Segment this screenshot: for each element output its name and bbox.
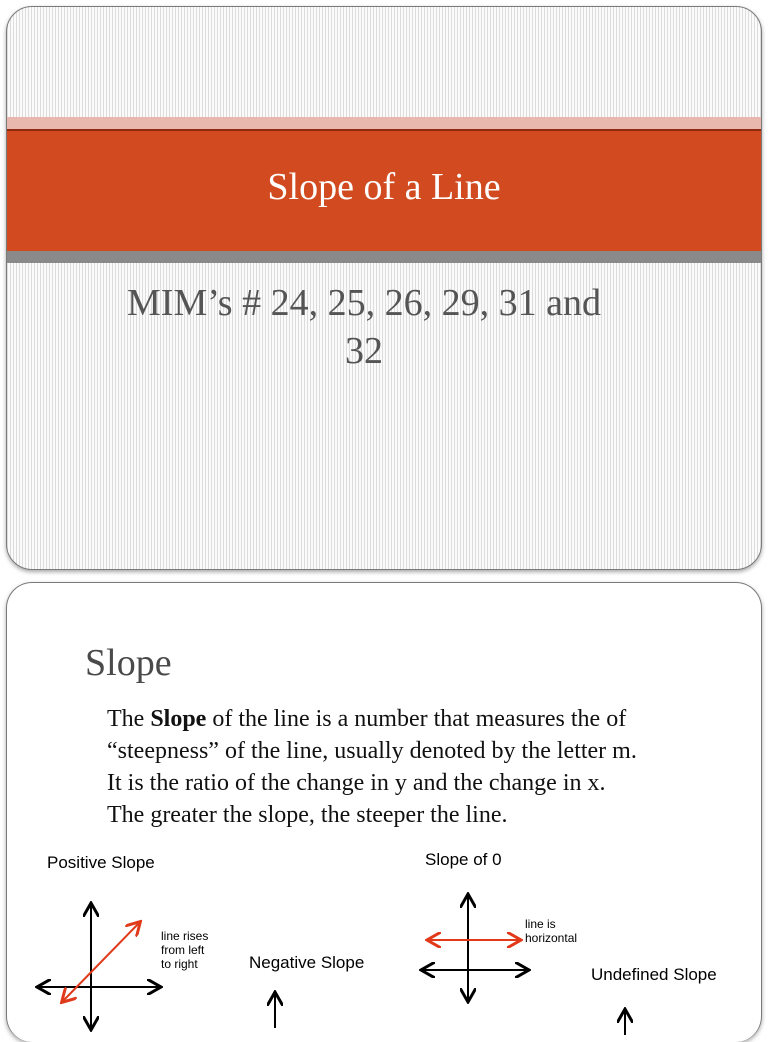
positive-slope-diagram	[31, 893, 171, 1033]
positive-slope-label: Positive Slope	[47, 853, 155, 872]
body-line-1-prefix: The	[107, 706, 151, 732]
rising-line	[63, 923, 139, 1001]
content-slide	[6, 582, 762, 1042]
slide-title: Slope of a Line	[267, 166, 501, 208]
body-line-1	[107, 703, 747, 735]
body-bold-term: Slope	[150, 706, 207, 732]
positive-note-line-1: line rises	[161, 929, 209, 943]
subtitle-line-1: MIM’s # 24, 25, 26, 29, 31 and	[127, 282, 601, 324]
slide-body-text	[107, 703, 747, 831]
zero-note-line-1: line is	[525, 917, 556, 931]
zero-note-line-2: horizontal	[525, 931, 578, 945]
undefined-slope-diagram	[615, 1005, 635, 1035]
body-line-3: It is the ratio of the change in y and the change in x.	[107, 770, 606, 796]
positive-slope-note	[161, 929, 208, 971]
undefined-slope-label: Undefined Slope	[591, 965, 717, 984]
slide-heading: Slope	[85, 642, 172, 684]
title-band	[7, 129, 761, 251]
slide-subtitle	[7, 279, 761, 375]
title-slide	[6, 6, 762, 570]
positive-note-line-3: to right	[161, 957, 198, 971]
negative-slope-diagram	[265, 988, 285, 1028]
zero-slope-label: Slope of 0	[425, 850, 502, 869]
negative-slope-label: Negative Slope	[249, 953, 365, 972]
body-line-4: The greater the slope, the steeper the line.	[107, 802, 508, 828]
accent-band-bottom	[7, 251, 761, 263]
positive-note-line-2: from left	[161, 943, 205, 957]
zero-slope-note	[525, 917, 577, 945]
body-line-2: “steepness” of the line, usually denoted by the letter m.	[107, 738, 637, 764]
zero-slope-diagram	[415, 888, 535, 1006]
accent-band-top	[7, 117, 761, 129]
subtitle-line-2: 32	[345, 330, 383, 372]
body-line-1-suffix: of the line is a number that measures the of	[206, 706, 627, 732]
